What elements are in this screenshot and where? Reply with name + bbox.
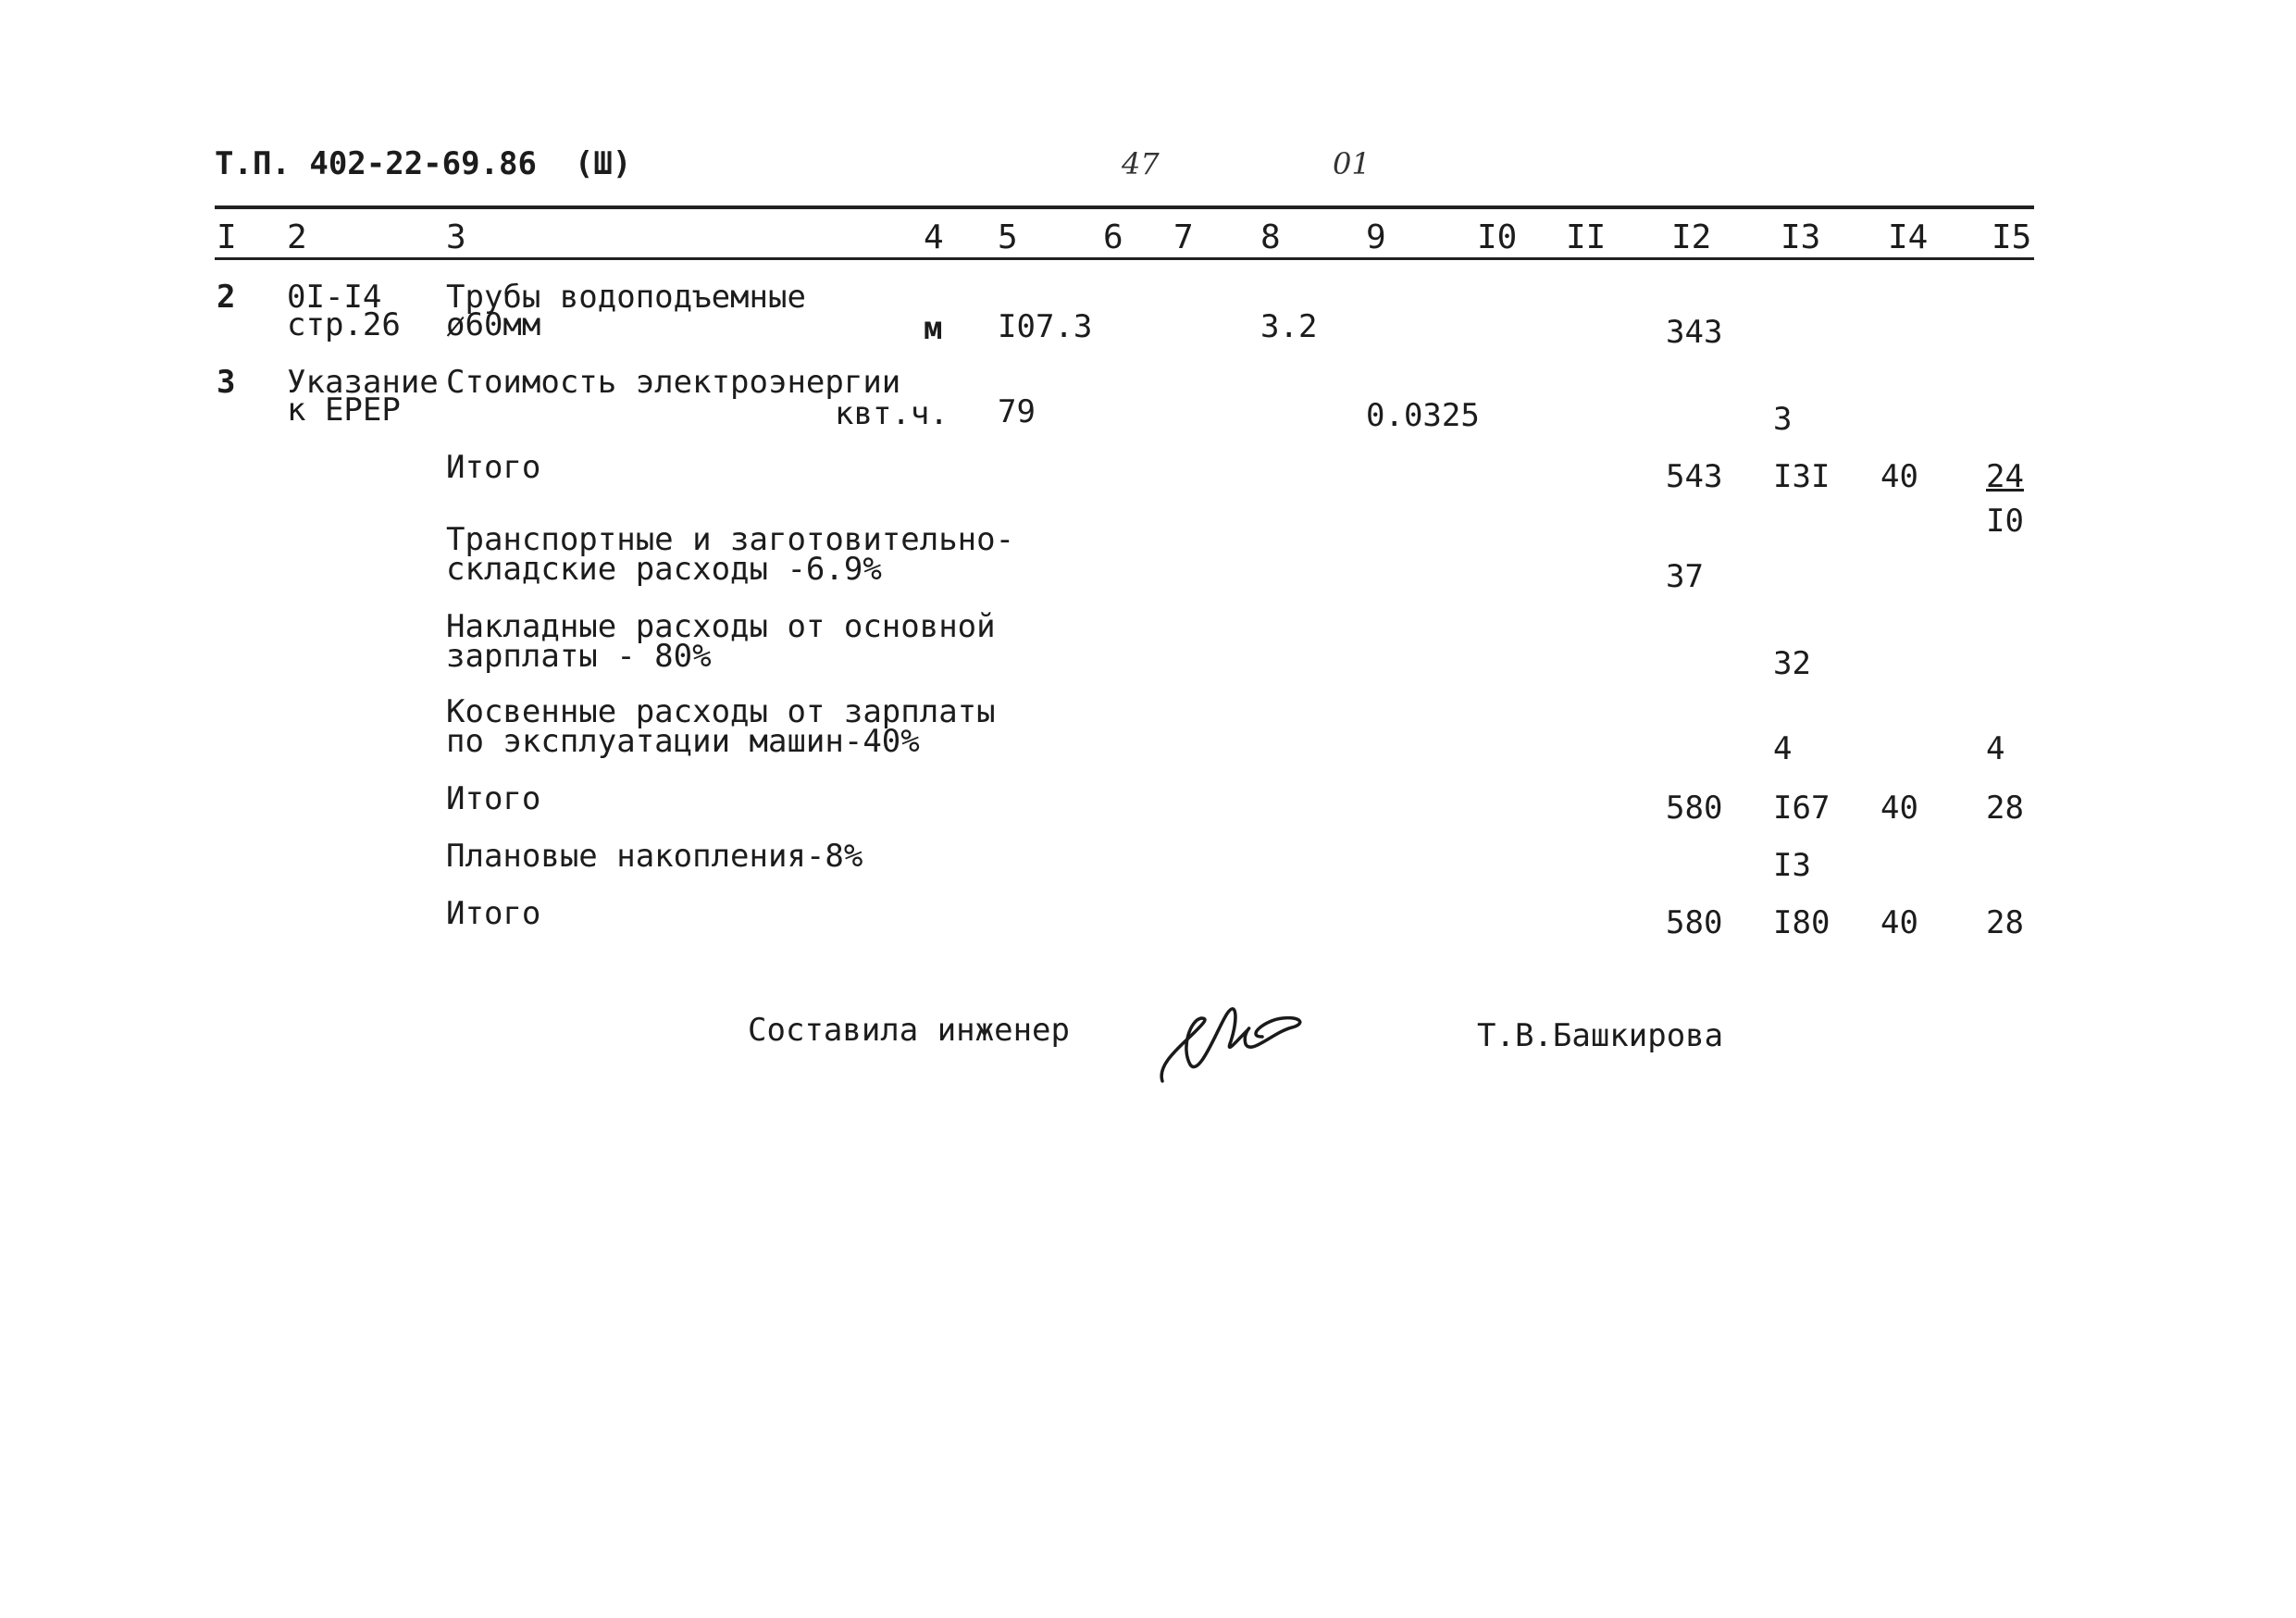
summary-col15: 24 xyxy=(1986,458,2024,495)
summary-col15-second: I0 xyxy=(1986,503,2024,540)
col-header-3: 3 xyxy=(446,218,466,256)
col-header-14: I4 xyxy=(1888,218,1929,256)
summary-col15: 28 xyxy=(1986,790,2024,827)
signatory-name: Т.В.Башкирова xyxy=(1477,1017,1724,1054)
signature-image xyxy=(1153,990,1310,1092)
col-header-15: I5 xyxy=(1992,218,2032,256)
header-bottom-rule xyxy=(215,257,2034,260)
col-header-2: 2 xyxy=(287,218,307,256)
summary-col14: 40 xyxy=(1880,904,1918,941)
summary-col12: 37 xyxy=(1666,558,1704,595)
row-col8-value: 3.2 xyxy=(1260,308,1318,345)
col-header-1: I xyxy=(217,218,237,256)
handwritten-page-number: 47 xyxy=(1122,146,1160,181)
col-header-5: 5 xyxy=(998,218,1018,256)
row-col13-value: 3 xyxy=(1773,401,1793,438)
row-col9-value: 0.0325 xyxy=(1366,397,1480,434)
col-header-12: I2 xyxy=(1671,218,1712,256)
row-col12-value: 343 xyxy=(1666,314,1723,351)
summary-label-line1: Косвенные расходы от зарплаты xyxy=(446,693,996,730)
row-reference-line2: стр.26 xyxy=(287,306,401,343)
summary-col13: I80 xyxy=(1773,904,1831,941)
summary-label-line2: по эксплуатации машин-40% xyxy=(446,723,920,760)
summary-col15: 4 xyxy=(1986,730,2005,767)
summary-col13: I67 xyxy=(1773,790,1831,827)
table-top-rule xyxy=(215,205,2034,209)
row-unit: квт.ч. xyxy=(835,395,949,432)
document-code: Т.П. 402-22-69.86 (Ш) xyxy=(215,145,632,182)
col-header-8: 8 xyxy=(1260,218,1281,256)
summary-col15: 28 xyxy=(1986,904,2024,941)
handwritten-sheet-number: 01 xyxy=(1333,146,1371,181)
summary-col12: 580 xyxy=(1666,904,1723,941)
summary-col13: I3I xyxy=(1773,458,1831,495)
summary-col14: 40 xyxy=(1880,458,1918,495)
summary-label: Итого xyxy=(446,895,541,932)
col-header-7: 7 xyxy=(1173,218,1194,256)
summary-label: Итого xyxy=(446,449,541,486)
col-header-13: I3 xyxy=(1781,218,1821,256)
summary-label-line1: Накладные расходы от основной xyxy=(446,608,996,645)
summary-label-line2: складские расходы -6.9% xyxy=(446,551,882,588)
row-number: 2 xyxy=(217,279,236,316)
summary-col14: 40 xyxy=(1880,790,1918,827)
col-header-9: 9 xyxy=(1366,218,1386,256)
summary-label: Плановые накопления-8% xyxy=(446,838,863,875)
row-description-line1: Стоимость электроэнергии xyxy=(446,364,901,401)
row-reference-line2: к ЕРЕР xyxy=(287,392,401,429)
row-quantity: I07.3 xyxy=(998,308,1093,345)
row-unit: м xyxy=(924,310,943,347)
row-reference-line1: 0I-I4 xyxy=(287,279,382,316)
summary-col12: 543 xyxy=(1666,458,1723,495)
row-description-line2: ø60мм xyxy=(446,306,541,343)
row-number: 3 xyxy=(217,364,236,401)
signatory-role: Составила инженер xyxy=(748,1012,1070,1049)
summary-label-line2: зарплаты - 80% xyxy=(446,638,712,675)
row-description-line1: Трубы водоподъемные xyxy=(446,279,806,316)
col-header-11: II xyxy=(1566,218,1607,256)
summary-label-line1: Транспортные и заготовительно- xyxy=(446,521,1015,558)
summary-col13: 32 xyxy=(1773,645,1811,682)
summary-col13: 4 xyxy=(1773,730,1793,767)
col-header-4: 4 xyxy=(924,218,944,256)
summary-col12: 580 xyxy=(1666,790,1723,827)
summary-col13: I3 xyxy=(1773,847,1811,884)
col-header-6: 6 xyxy=(1103,218,1123,256)
col-header-10: I0 xyxy=(1477,218,1518,256)
row-quantity: 79 xyxy=(998,393,1036,430)
summary-label: Итого xyxy=(446,780,541,817)
row-reference-line1: Указание xyxy=(287,364,439,401)
